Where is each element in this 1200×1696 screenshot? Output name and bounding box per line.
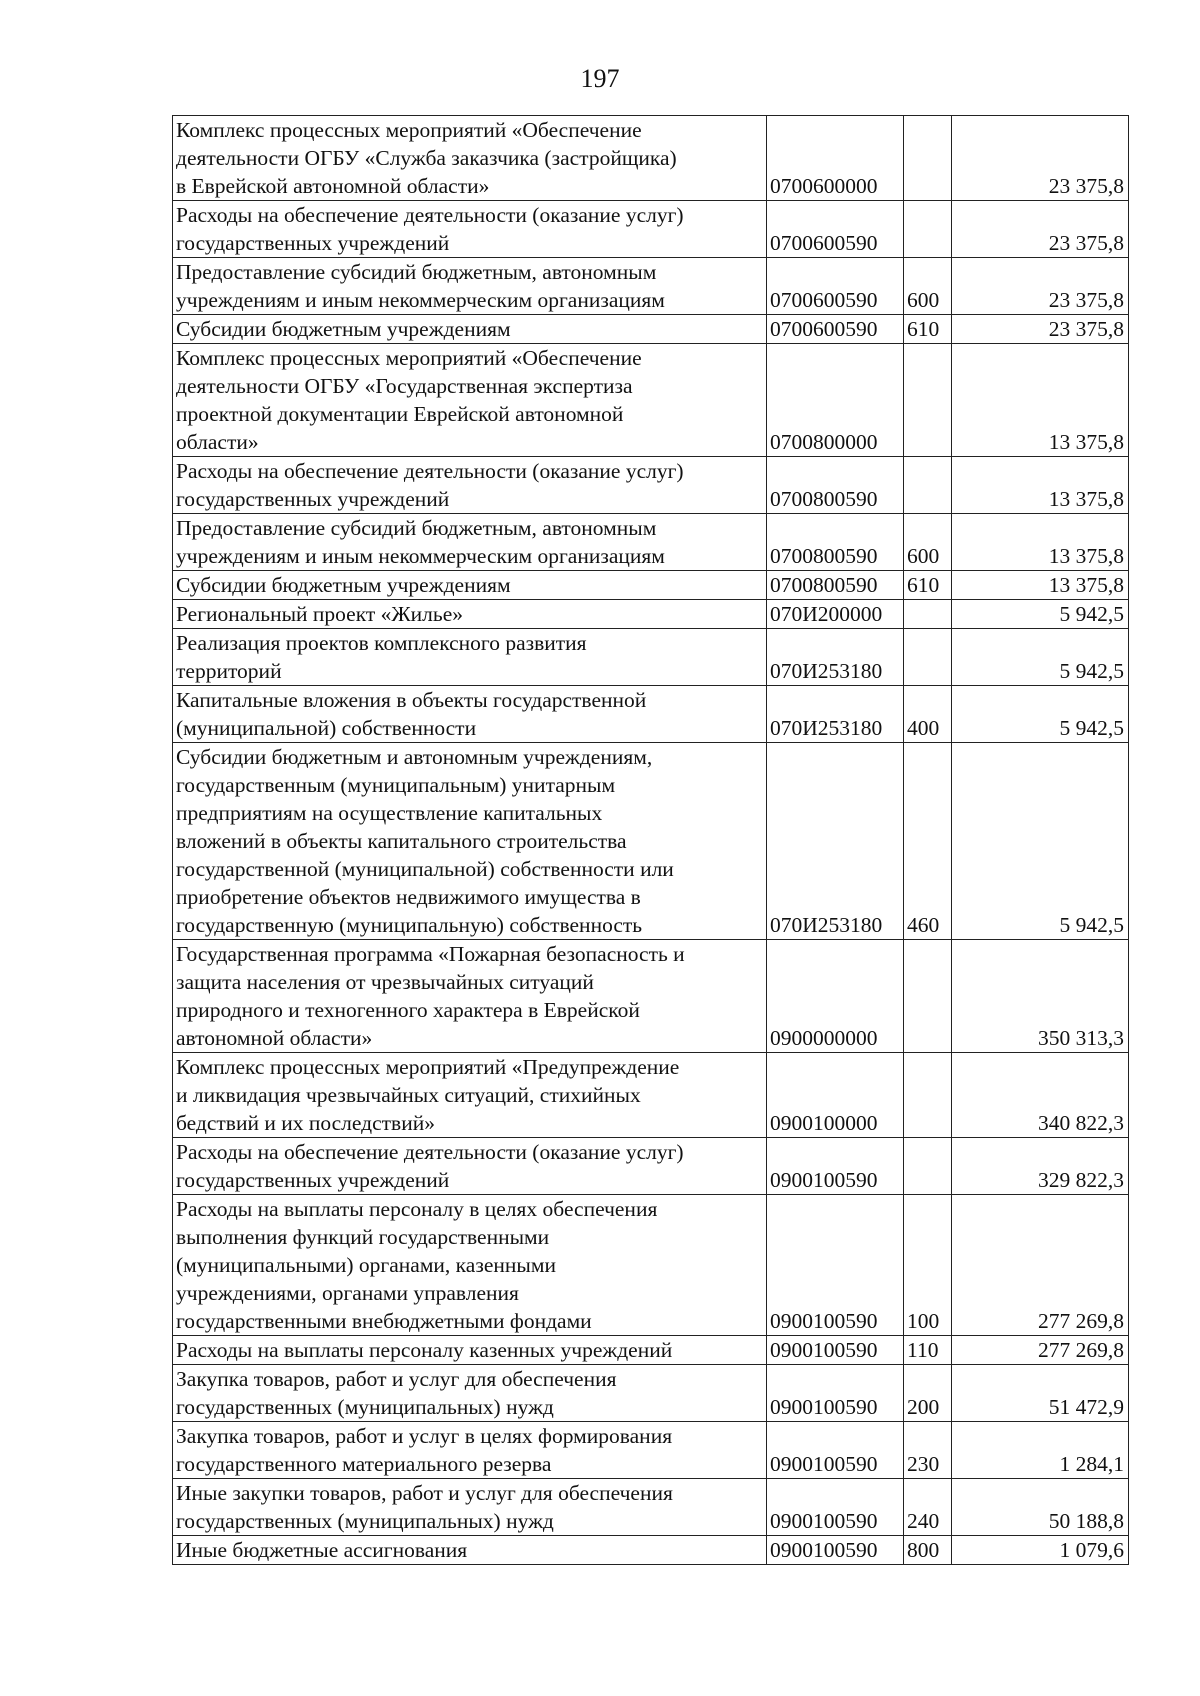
- row-type: 800: [904, 1536, 952, 1565]
- table-row: [173, 457, 1129, 514]
- row-code: 0900000000: [767, 940, 904, 1053]
- row-name: Комплекс процессных мероприятий «Предупреждение и ликвидация чрезвычайных ситуаций, стихийных бедствий и их последствий»: [173, 1053, 767, 1138]
- row-code: 0900100000: [767, 1053, 904, 1138]
- row-name: Капитальные вложения в объекты государственной (муниципальной) собственности: [173, 686, 767, 743]
- row-sum: 23 375,8: [952, 315, 1129, 344]
- row-name: Субсидии бюджетным учреждениям: [173, 571, 767, 600]
- row-name: Расходы на обеспечение деятельности (оказание услуг) государственных учреждений: [173, 457, 767, 514]
- table-row: [173, 344, 1129, 457]
- row-code: 070И253180: [767, 686, 904, 743]
- table-row: [173, 201, 1129, 258]
- row-name: Иные бюджетные ассигнования: [173, 1536, 767, 1565]
- row-name: Закупка товаров, работ и услуг для обеспечения государственных (муниципальных) нужд: [173, 1365, 767, 1422]
- row-name: Субсидии бюджетным учреждениям: [173, 315, 767, 344]
- row-name: Реализация проектов комплексного развития территорий: [173, 629, 767, 686]
- row-type: 610: [904, 315, 952, 344]
- row-sum: 350 313,3: [952, 940, 1129, 1053]
- row-sum: 5 942,5: [952, 686, 1129, 743]
- row-type: [904, 344, 952, 457]
- row-name: Иные закупки товаров, работ и услуг для обеспечения государственных (муниципальных) нужд: [173, 1479, 767, 1536]
- row-name: Предоставление субсидий бюджетным, автономным учреждениям и иным некоммерческим организациям: [173, 514, 767, 571]
- row-sum: 340 822,3: [952, 1053, 1129, 1138]
- row-type: 610: [904, 571, 952, 600]
- row-name: Предоставление субсидий бюджетным, автономным учреждениям и иным некоммерческим организациям: [173, 258, 767, 315]
- row-name: Комплекс процессных мероприятий «Обеспечение деятельности ОГБУ «Служба заказчика (застройщика) в Еврейской автономной области»: [173, 116, 767, 201]
- row-code: 0700800590: [767, 514, 904, 571]
- table-row: [173, 315, 1129, 344]
- row-type: [904, 600, 952, 629]
- row-name: Расходы на обеспечение деятельности (оказание услуг) государственных учреждений: [173, 1138, 767, 1195]
- row-code: 070И253180: [767, 629, 904, 686]
- row-sum: 277 269,8: [952, 1195, 1129, 1336]
- row-code: 0700600590: [767, 315, 904, 344]
- table-row: [173, 629, 1129, 686]
- row-name: Региональный проект «Жилье»: [173, 600, 767, 629]
- row-code: 070И253180: [767, 743, 904, 940]
- row-code: 0700800000: [767, 344, 904, 457]
- table-row: [173, 1195, 1129, 1336]
- row-type: 110: [904, 1336, 952, 1365]
- row-sum: 329 822,3: [952, 1138, 1129, 1195]
- table-row: [173, 1336, 1129, 1365]
- row-sum: 1 079,6: [952, 1536, 1129, 1565]
- row-name: Расходы на выплаты персоналу казенных учреждений: [173, 1336, 767, 1365]
- table-row: [173, 1479, 1129, 1536]
- table-row: [173, 1365, 1129, 1422]
- row-sum: 51 472,9: [952, 1365, 1129, 1422]
- row-sum: 277 269,8: [952, 1336, 1129, 1365]
- row-type: [904, 940, 952, 1053]
- row-code: 0900100590: [767, 1195, 904, 1336]
- row-code: 0700800590: [767, 571, 904, 600]
- row-name: Расходы на обеспечение деятельности (оказание услуг) государственных учреждений: [173, 201, 767, 258]
- row-type: [904, 457, 952, 514]
- table-row: [173, 571, 1129, 600]
- row-type: [904, 629, 952, 686]
- table-row: [173, 686, 1129, 743]
- table-row: [173, 743, 1129, 940]
- row-type: [904, 1138, 952, 1195]
- row-type: 400: [904, 686, 952, 743]
- row-sum: 13 375,8: [952, 457, 1129, 514]
- table-row: [173, 1053, 1129, 1138]
- row-code: 0900100590: [767, 1365, 904, 1422]
- row-sum: 5 942,5: [952, 629, 1129, 686]
- row-sum: 23 375,8: [952, 258, 1129, 315]
- row-code: 0900100590: [767, 1536, 904, 1565]
- row-sum: 13 375,8: [952, 571, 1129, 600]
- row-type: 240: [904, 1479, 952, 1536]
- row-type: 460: [904, 743, 952, 940]
- row-code: 0900100590: [767, 1479, 904, 1536]
- row-sum: 13 375,8: [952, 514, 1129, 571]
- row-code: 0700600590: [767, 258, 904, 315]
- row-type: 600: [904, 258, 952, 315]
- row-code: 0900100590: [767, 1422, 904, 1479]
- row-type: 100: [904, 1195, 952, 1336]
- row-code: 0900100590: [767, 1138, 904, 1195]
- row-type: 200: [904, 1365, 952, 1422]
- row-sum: 5 942,5: [952, 600, 1129, 629]
- table-row: [173, 600, 1129, 629]
- table-row: [173, 514, 1129, 571]
- budget-table: [172, 115, 1129, 1565]
- row-type: 230: [904, 1422, 952, 1479]
- table-row: [173, 258, 1129, 315]
- row-type: [904, 1053, 952, 1138]
- row-code: 070И200000: [767, 600, 904, 629]
- row-sum: 50 188,8: [952, 1479, 1129, 1536]
- table-row: [173, 1536, 1129, 1565]
- table-row: [173, 940, 1129, 1053]
- row-code: 0700600590: [767, 201, 904, 258]
- row-name: Субсидии бюджетным и автономным учреждениям, государственным (муниципальным) унитарным предприятиям на осуществление капитальных вложений в объекты капитального строительства государственной (муниципальной) собственности или приобретение объектов недвижимого имущества в государственную (муниципальную) собственность: [173, 743, 767, 940]
- page-number: 197: [580, 64, 620, 93]
- row-code: 0900100590: [767, 1336, 904, 1365]
- row-name: Государственная программа «Пожарная безопасность и защита населения от чрезвычайных ситуаций природного и техногенного характера в Еврейской автономной области»: [173, 940, 767, 1053]
- row-type: [904, 201, 952, 258]
- row-sum: 1 284,1: [952, 1422, 1129, 1479]
- row-sum: 23 375,8: [952, 116, 1129, 201]
- row-type: 600: [904, 514, 952, 571]
- row-name: Закупка товаров, работ и услуг в целях формирования государственного материального резерва: [173, 1422, 767, 1479]
- row-type: [904, 116, 952, 201]
- table-row: [173, 1422, 1129, 1479]
- row-sum: 5 942,5: [952, 743, 1129, 940]
- row-sum: 23 375,8: [952, 201, 1129, 258]
- row-code: 0700600000: [767, 116, 904, 201]
- table-row: [173, 116, 1129, 201]
- row-name: Расходы на выплаты персоналу в целях обеспечения выполнения функций государственными (муниципальными) органами, казенными учреждениями, органами управления государственными внебюджетными фондами: [173, 1195, 767, 1336]
- table-row: [173, 1138, 1129, 1195]
- row-code: 0700800590: [767, 457, 904, 514]
- row-name: Комплекс процессных мероприятий «Обеспечение деятельности ОГБУ «Государственная экспертиза проектной документации Еврейской автономной области»: [173, 344, 767, 457]
- row-sum: 13 375,8: [952, 344, 1129, 457]
